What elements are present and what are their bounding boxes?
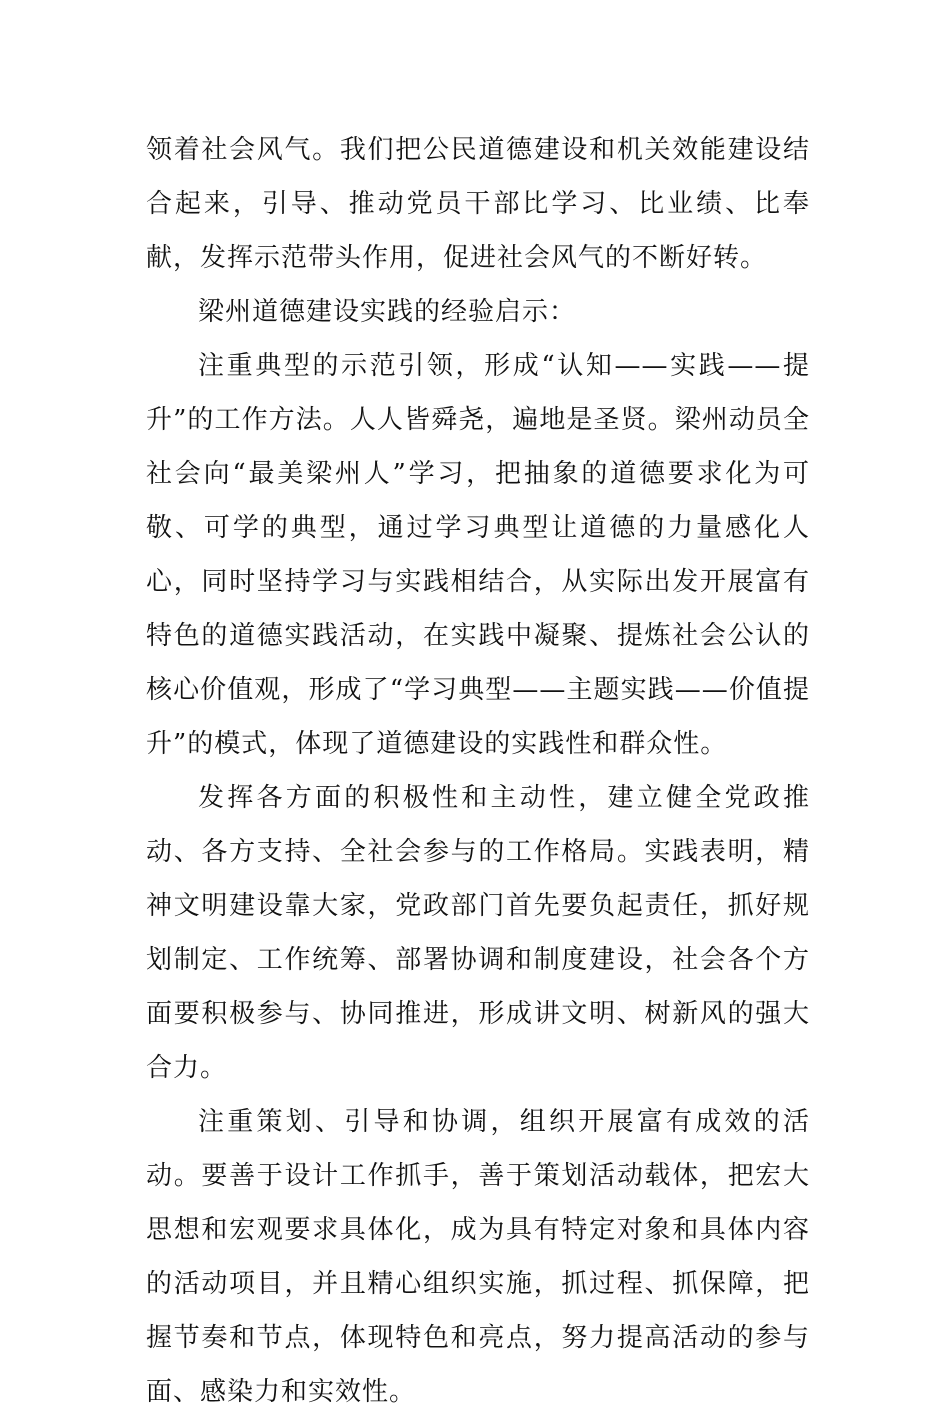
paragraph-work-pattern: 发挥各方面的积极性和主动性，建立健全党政推动、各方支持、全社会参与的工作格局。实践表明，精神文明建设靠大家，党政部门首先要负起责任，抓好规划制定、工作统筹、部署协调和制度建设，社会各个方面要积极参与、协同推进，形成讲文明、树新风的强大合力。 xyxy=(146,783,810,1083)
paragraph-continuation: 领着社会风气。我们把公民道德建设和机关效能建设结合起来，引导、推动党员干部比学习、比业绩、比奉献，发挥示范带头作用，促进社会风气的不断好转。 xyxy=(146,135,810,273)
paragraph-heading-lessons: 梁州道德建设实践的经验启示： xyxy=(198,297,577,327)
document-body xyxy=(146,123,810,1419)
paragraph-exemplar-guidance: 注重典型的示范引领，形成“认知——实践——提升”的工作方法。人人皆舜尧，遍地是圣贤。梁州动员全社会向“最美梁州人”学习，把抽象的道德要求化为可敬、可学的典型，通过学习典型让道德的力量感化人心，同时坚持学习与实践相结合，从实际出发开展富有特色的道德实践活动，在实践中凝聚、提炼社会公认的核心价值观，形成了“学习典型——主题实践——价值提升”的模式，体现了道德建设的实践性和群众性。 xyxy=(146,351,810,759)
paragraph-activity-planning: 注重策划、引导和协调，组织开展富有成效的活动。要善于设计工作抓手，善于策划活动载体，把宏大思想和宏观要求具体化，成为具有特定对象和具体内容的活动项目，并且精心组织实施，抓过程、抓保障，把握节奏和节点，体现特色和亮点，努力提高活动的参与面、感染力和实效性。 xyxy=(146,1107,810,1407)
